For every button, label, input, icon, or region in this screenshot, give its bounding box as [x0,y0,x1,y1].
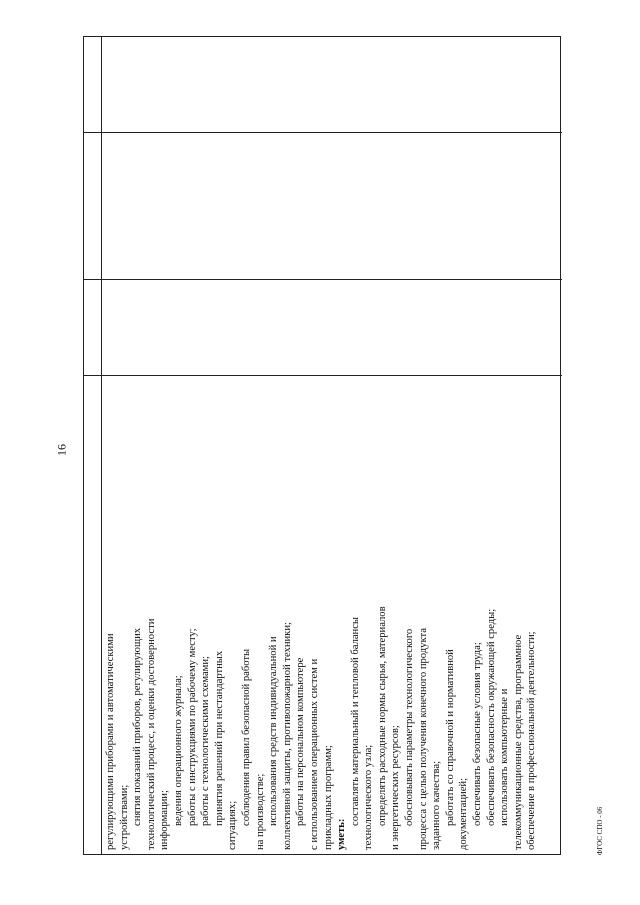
text-line: принятия решений при нестандартных [213,650,225,826]
text-line: документацией; [458,777,470,850]
text-line: и энергетических ресурсов; [390,725,402,850]
text-line: обеспечивать безопасность окружающей среды; [485,608,497,826]
text-line: обосновывать параметры технологического [404,628,416,826]
text-line: информации; [159,790,171,850]
text-line: технологического узла; [363,744,375,850]
text-line: работы с технологическими схемами; [200,656,212,826]
skills-list-cell [102,376,562,854]
competency-table [83,36,561,855]
text-line: на производстве; [254,773,266,850]
cell-divider [84,132,101,133]
table-row [102,37,562,854]
text-line: использования средств индивидуальной и [268,636,280,826]
cell-divider [102,132,562,133]
text-line: работать со справочной и нормативной [444,649,456,826]
text-line: ситуациях; [227,800,239,850]
section-heading: уметь: [336,818,348,850]
rotated-table-wrapper [83,36,561,855]
page-number: 16 [54,444,69,456]
text-line: телекоммуникационные средства, программное [512,634,524,850]
cell-divider [84,375,101,376]
cell-divider [102,279,562,280]
text-line: работы с инструкциями по рабочему месту; [186,628,198,826]
text-line: соблюдения правил безопасной работы [240,648,252,826]
text-line: регулирующими приборами и автоматическими [105,633,116,850]
text-line: определять расходные нормы сырья, материалов [376,606,388,826]
text-line: работы на персональном компьютере [295,657,307,826]
document-code: ФГОС СПО - 06 [596,806,604,856]
text-line: коллективной защиты, противопожарной техники; [281,622,293,850]
text-line: технологический процесс, и оценки достоверности [145,618,157,850]
text-line: прикладных программ; [322,745,334,850]
cell-divider [84,279,101,280]
text-line: обеспечение в профессиональной деятельности; [526,631,538,850]
text-line: устройствами; [118,784,130,850]
text-line: снятия показаний приборов, регулирующих [132,627,144,826]
text-line: составлять материальный и тепловой балансы [349,616,361,826]
text-line: процесса с целью получения конечного продукта [417,628,429,850]
text-line: обеспечивать безопасные условия труда; [472,642,484,826]
text-line: заданного качества; [431,760,443,850]
table-row [84,37,102,854]
text-line: с использованием операционных систем и [308,658,320,850]
text-line: использовать компьютерные и [499,688,511,826]
text-line: ведения операционного журнала; [172,675,184,826]
